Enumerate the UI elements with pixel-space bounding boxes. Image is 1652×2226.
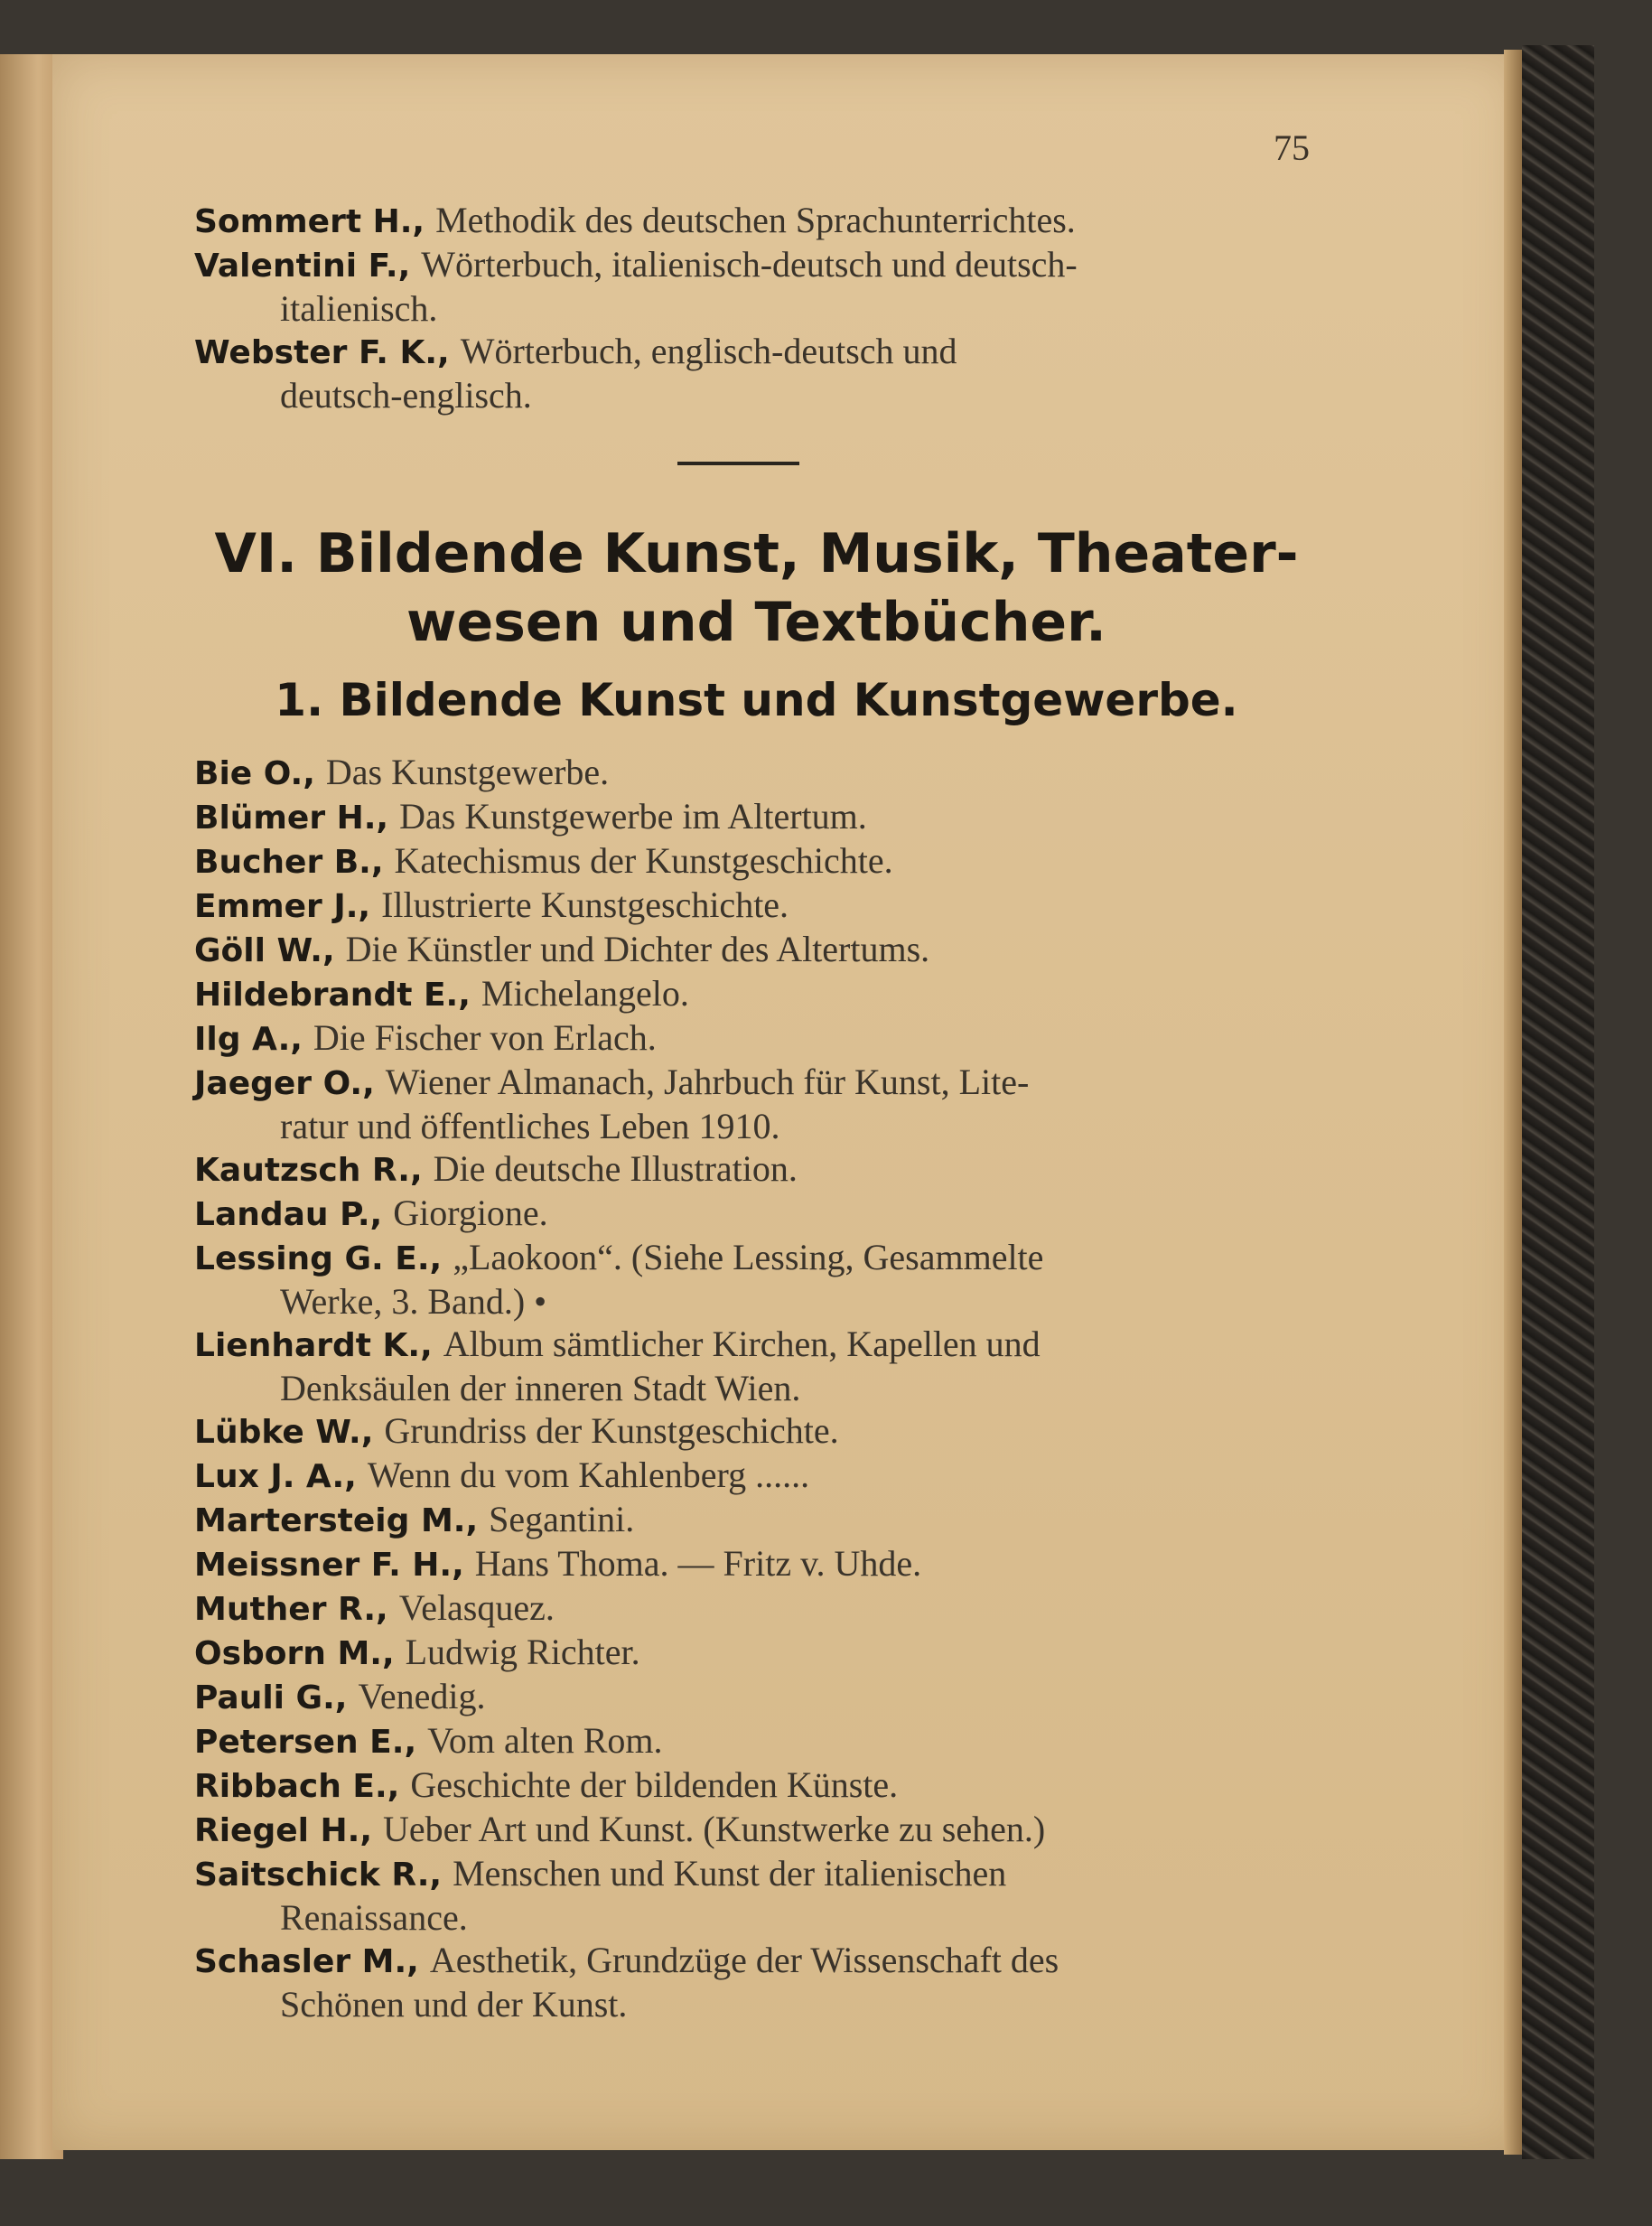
bibliography-list	[194, 751, 1319, 2025]
entry-author: Bie O.,	[194, 755, 315, 792]
entry-title: Ueber Art und Kunst. (Kunstwerke zu sehen.)	[383, 1809, 1046, 1849]
entry-title: Velasquez.	[398, 1587, 555, 1628]
entry-author: Martersteig M.,	[194, 1502, 479, 1539]
entry-title: Katechismus der Kunstgeschichte.	[394, 840, 893, 881]
section-heading-line2: wesen und Textbücher.	[406, 591, 1106, 654]
entry-title: Wörterbuch, englisch-deutsch und	[460, 331, 957, 371]
bibliography-entry	[194, 1542, 1319, 1586]
entry-title: Wenn du vom Kahlenberg ......	[367, 1454, 810, 1495]
entry-author: Hildebrandt E.,	[194, 977, 471, 1014]
bibliography-entry	[194, 1323, 1319, 1409]
entry-title-continuation: Denksäulen der inneren Stadt Wien.	[280, 1368, 801, 1408]
entry-title: Die deutsche Illustration.	[433, 1148, 798, 1189]
page-number: 75	[1274, 127, 1310, 168]
entry-title: Menschen und Kunst der italienischen	[453, 1853, 1007, 1894]
bibliography-entry	[194, 751, 1319, 795]
bibliography-entry	[194, 1454, 1319, 1498]
entry-title: Giorgione.	[393, 1192, 548, 1233]
entry-author: Schasler M.,	[194, 1943, 419, 1980]
entry-author: Emmer J.,	[194, 888, 371, 925]
bibliography-entry	[194, 1852, 1319, 1939]
entry-title: Ludwig Richter.	[405, 1632, 640, 1672]
entry-title: Wiener Almanach, Jahrbuch für Kunst, Lite-	[385, 1062, 1030, 1102]
subsection-heading: 1. Bildende Kunst und Kunstgewerbe.	[275, 674, 1238, 726]
entry-title-continuation: italienisch.	[280, 288, 438, 329]
bibliography-entry	[194, 1939, 1319, 2025]
bibliography-entry	[194, 1675, 1319, 1719]
entry-author: Bucher B.,	[194, 844, 384, 881]
entry-author: Pauli G.,	[194, 1679, 348, 1716]
entry-author: Lübke W.,	[194, 1414, 374, 1451]
page-stack-edge	[1504, 50, 1524, 2155]
entry-author: Lessing G. E.,	[194, 1240, 443, 1277]
entry-author: Jaeger O.,	[194, 1065, 375, 1102]
bibliography-entry	[194, 1236, 1319, 1323]
entry-title: Aesthetik, Grundzüge der Wissenschaft des	[429, 1940, 1059, 1980]
bibliography-entry	[194, 1061, 1319, 1147]
bibliography-entry	[194, 1409, 1319, 1454]
entry-author: Muther R.,	[194, 1591, 388, 1628]
entry-title: Grundriss der Kunstgeschichte.	[384, 1410, 839, 1451]
bibliography-entry	[194, 1586, 1319, 1631]
entry-title: Hans Thoma. — Fritz v. Uhde.	[474, 1543, 922, 1584]
bibliography-entry	[194, 199, 1319, 243]
bibliography-entry	[194, 884, 1319, 928]
entry-author: Valentini F.,	[194, 248, 411, 285]
entry-title-continuation: Renaissance.	[280, 1897, 468, 1938]
entry-author: Webster F. K.,	[194, 334, 450, 371]
bibliography-entry	[194, 1808, 1319, 1852]
bibliography-entry	[194, 1147, 1319, 1192]
entry-title-continuation: deutsch-englisch.	[280, 375, 532, 416]
entry-title: Geschichte der bildenden Künste.	[410, 1764, 899, 1805]
entry-title: Das Kunstgewerbe im Altertum.	[399, 796, 867, 837]
entry-title: Wörterbuch, italienisch-deutsch und deutsch-	[421, 244, 1078, 285]
marbled-cover	[1522, 45, 1594, 2159]
bibliography-entry	[194, 1192, 1319, 1236]
entry-title: Venedig.	[358, 1676, 486, 1716]
bibliography-entry	[194, 839, 1319, 884]
bibliography-entry	[194, 972, 1319, 1016]
bibliography-entry	[194, 1498, 1319, 1542]
entry-author: Petersen E.,	[194, 1724, 417, 1761]
entry-author: Ribbach E.,	[194, 1768, 400, 1805]
entry-author: Saitschick R.,	[194, 1857, 443, 1894]
bibliography-entry	[194, 330, 1319, 416]
section-divider	[677, 462, 799, 465]
top-entry-list	[194, 199, 1319, 416]
bibliography-entry	[194, 795, 1319, 839]
entry-title: Segantini.	[489, 1499, 635, 1539]
entry-title: Vom alten Rom.	[427, 1720, 663, 1761]
entry-title-continuation: Werke, 3. Band.) •	[280, 1281, 547, 1322]
entry-author: Riegel H.,	[194, 1812, 373, 1849]
entry-author: Lienhardt K.,	[194, 1327, 433, 1364]
entry-title-continuation: ratur und öffentliches Leben 1910.	[280, 1106, 780, 1146]
entry-author: Göll W.,	[194, 932, 335, 969]
bibliography-entry	[194, 1719, 1319, 1763]
entry-author: Meissner F. H.,	[194, 1547, 464, 1584]
entry-title: Illustrierte Kunstgeschichte.	[381, 884, 789, 925]
entry-author: Osborn M.,	[194, 1635, 395, 1672]
entry-title: Album sämtlicher Kirchen, Kapellen und	[443, 1323, 1041, 1364]
entry-author: Lux J. A.,	[194, 1458, 357, 1495]
entry-title: Die Künstler und Dichter des Altertums.	[345, 929, 930, 969]
bibliography-entry	[194, 928, 1319, 972]
bibliography-entry	[194, 1016, 1319, 1061]
bibliography-entry	[194, 1631, 1319, 1675]
entry-title: Michelangelo.	[481, 973, 689, 1014]
entry-title: „Laokoon“. (Siehe Lessing, Gesammelte	[453, 1237, 1044, 1277]
entry-title-continuation: Schönen und der Kunst.	[280, 1984, 628, 2025]
entry-author: Sommert H.,	[194, 203, 425, 240]
entry-author: Blümer H.,	[194, 800, 389, 837]
page-content	[194, 199, 1319, 2025]
entry-author: Kautzsch R.,	[194, 1152, 423, 1189]
entry-title: Das Kunstgewerbe.	[325, 752, 610, 792]
section-heading-line1: VI. Bildende Kunst, Musik, Theater-	[214, 522, 1299, 585]
bibliography-entry	[194, 1763, 1319, 1808]
entry-author: Landau P.,	[194, 1196, 383, 1233]
entry-title: Methodik des deutschen Sprachunterrichtes.	[435, 200, 1076, 240]
entry-author: Ilg A.,	[194, 1021, 303, 1058]
entry-title: Die Fischer von Erlach.	[313, 1017, 657, 1058]
bibliography-entry	[194, 243, 1319, 330]
